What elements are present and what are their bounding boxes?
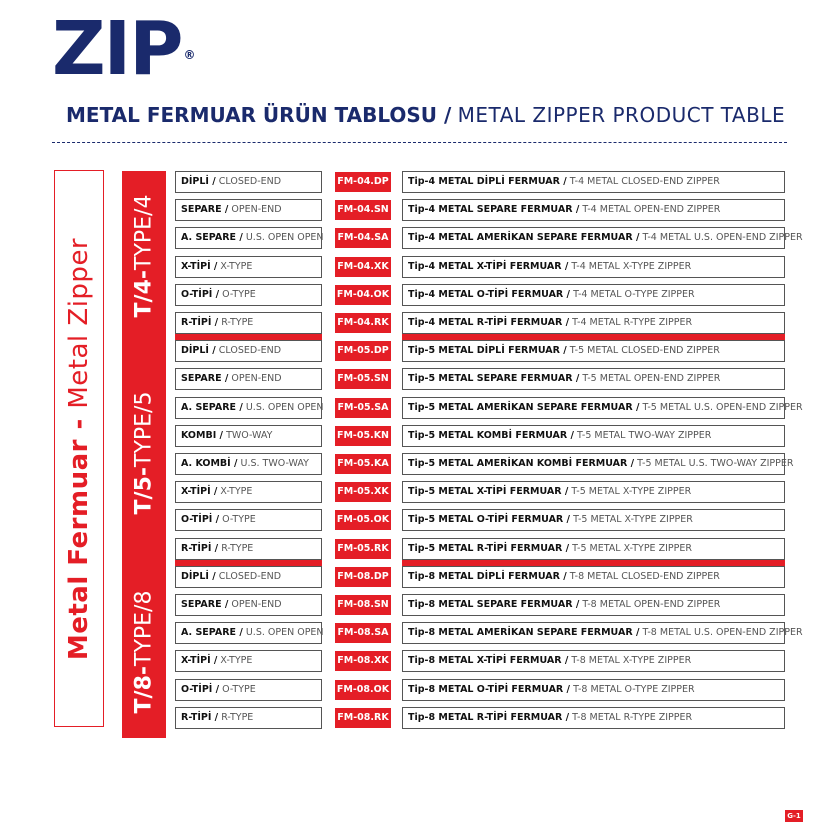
side-label-bold: Metal Fermuar - [64,408,94,660]
type-light: R-TYPE [221,317,254,328]
type-cell [175,340,322,362]
type-bold: X-TİPİ / [181,261,218,272]
type-cell [175,679,322,701]
product-code: FM-05.KA [335,454,391,474]
description-cell [402,227,803,249]
description-cell [402,425,785,447]
type-light: TWO-WAY [226,430,273,441]
description-bold: Tip-4 METAL O-TİPİ FERMUAR / [408,289,571,300]
description-bold: Tip-5 METAL X-TİPİ FERMUAR / [408,486,569,497]
description-light: T-5 METAL TWO-WAY ZIPPER [577,430,712,441]
product-code: FM-08.RK [335,708,391,728]
type-bold: SEPARE / [181,373,229,384]
description-light: T-4 METAL X-TYPE ZIPPER [571,261,692,272]
type-cell [175,481,322,503]
group-label-bold: T/8- [131,665,157,714]
type-light: R-TYPE [221,712,254,723]
description-cell [402,509,785,531]
type-bold: SEPARE / [181,204,229,215]
type-cell [175,707,322,729]
description-light: T-5 METAL U.S. TWO-WAY ZIPPER [637,458,794,469]
product-code: FM-05.SA [335,398,391,418]
description-light: T-8 METAL R-TYPE ZIPPER [572,712,693,723]
description-light: T-4 METAL OPEN-END ZIPPER [582,204,721,215]
type-cell [175,397,322,419]
description-light: T-8 METAL U.S. OPEN-END ZIPPER [642,627,803,638]
type-bold: DİPLİ / [181,176,216,187]
description-light: T-8 METAL OPEN-END ZIPPER [582,599,721,610]
type-cell [175,284,322,306]
type-bold: R-TİPİ / [181,712,219,723]
side-label-light: Metal Zipper [64,237,94,409]
description-cell [402,566,785,588]
type-bold: R-TİPİ / [181,317,219,328]
description-cell [402,199,785,221]
type-bold: SEPARE / [181,599,229,610]
description-bold: Tip-8 METAL O-TİPİ FERMUAR / [408,684,571,695]
type-group-text [132,392,157,515]
title-light: METAL ZIPPER PRODUCT TABLE [457,103,786,127]
type-bold: O-TİPİ / [181,684,220,695]
type-cell [175,425,322,447]
description-bold: Tip-4 METAL AMERİKAN SEPARE FERMUAR / [408,232,640,243]
registered-mark: ® [183,48,196,62]
type-group-label [122,566,166,738]
description-bold: Tip-4 METAL DİPLİ FERMUAR / [408,176,567,187]
type-light: X-TYPE [220,486,253,497]
type-light: CLOSED-END [218,176,282,187]
page-title [66,100,796,130]
product-code: FM-08.DP [335,567,391,587]
type-cell [175,538,322,560]
group-label-light: TYPE/4 [131,194,157,270]
product-code: FM-04.DP [335,172,391,192]
type-cell [175,509,322,531]
description-bold: Tip-5 METAL AMERİKAN SEPARE FERMUAR / [408,402,640,413]
group-label-bold: T/4- [131,269,157,318]
page-badge: G-1 [785,810,803,822]
logo-text: ZIP [52,6,182,92]
type-cell [175,650,322,672]
description-cell [402,256,785,278]
type-cell [175,368,322,390]
product-code: FM-04.SN [335,200,391,220]
type-group-label [122,171,166,341]
group-label-bold: T/5- [131,466,157,515]
side-label [64,237,94,659]
type-light: X-TYPE [220,655,253,666]
type-light: CLOSED-END [218,571,282,582]
type-bold: X-TİPİ / [181,486,218,497]
description-cell [402,453,794,475]
type-bold: A. SEPARE / [181,402,243,413]
description-cell [402,538,785,560]
group-label-light: TYPE/8 [131,590,157,666]
description-cell [402,397,803,419]
description-bold: Tip-5 METAL R-TİPİ FERMUAR / [408,543,570,554]
description-bold: Tip-5 METAL KOMBİ FERMUAR / [408,430,574,441]
description-cell [402,171,785,193]
product-code: FM-08.XK [335,651,391,671]
description-cell [402,340,785,362]
product-code: FM-04.SA [335,228,391,248]
type-bold: X-TİPİ / [181,655,218,666]
type-bold: DİPLİ / [181,571,216,582]
type-cell [175,622,322,644]
description-light: T-4 METAL O-TYPE ZIPPER [573,289,695,300]
product-code: FM-04.RK [335,313,391,333]
type-light: O-TYPE [222,514,256,525]
description-cell [402,284,785,306]
description-cell [402,368,785,390]
type-group-text [132,195,157,318]
description-light: T-5 METAL X-TYPE ZIPPER [571,486,692,497]
description-light: T-4 METAL CLOSED-END ZIPPER [569,176,720,187]
zip-logo [52,6,196,92]
type-light: U.S. TWO-WAY [240,458,309,469]
description-bold: Tip-5 METAL SEPARE FERMUAR / [408,373,580,384]
description-bold: Tip-5 METAL O-TİPİ FERMUAR / [408,514,571,525]
description-light: T-8 METAL O-TYPE ZIPPER [573,684,695,695]
description-bold: Tip-8 METAL X-TİPİ FERMUAR / [408,655,569,666]
type-light: O-TYPE [222,684,256,695]
description-light: T-5 METAL CLOSED-END ZIPPER [569,345,720,356]
description-bold: Tip-8 METAL DİPLİ FERMUAR / [408,571,567,582]
description-light: T-8 METAL X-TYPE ZIPPER [571,655,692,666]
group-label-light: TYPE/5 [131,391,157,467]
description-light: T-8 METAL CLOSED-END ZIPPER [569,571,720,582]
description-light: T-4 METAL U.S. OPEN-END ZIPPER [642,232,803,243]
description-bold: Tip-5 METAL AMERİKAN KOMBİ FERMUAR / [408,458,635,469]
description-cell [402,679,785,701]
type-bold: KOMBI / [181,430,224,441]
description-light: T-5 METAL OPEN-END ZIPPER [582,373,721,384]
product-code: FM-08.SN [335,595,391,615]
title-divider [52,142,787,143]
type-bold: A. KOMBİ / [181,458,238,469]
type-light: R-TYPE [221,543,254,554]
description-light: T-4 METAL R-TYPE ZIPPER [572,317,693,328]
type-bold: O-TİPİ / [181,289,220,300]
product-code: FM-05.SN [335,369,391,389]
type-cell [175,256,322,278]
type-light: U.S. OPEN OPEN [245,402,324,413]
description-bold: Tip-4 METAL SEPARE FERMUAR / [408,204,580,215]
type-light: OPEN-END [231,599,282,610]
description-light: T-5 METAL U.S. OPEN-END ZIPPER [642,402,803,413]
product-code: FM-08.OK [335,680,391,700]
product-code: FM-05.KN [335,426,391,446]
type-light: O-TYPE [222,289,256,300]
description-bold: Tip-4 METAL R-TİPİ FERMUAR / [408,317,570,328]
product-code: FM-08.SA [335,623,391,643]
type-cell [175,594,322,616]
type-cell [175,199,322,221]
product-code: FM-05.DP [335,341,391,361]
description-cell [402,594,785,616]
description-cell [402,312,785,334]
type-light: U.S. OPEN OPEN [245,232,324,243]
title-bold: METAL FERMUAR ÜRÜN TABLOSU / [66,103,452,127]
type-bold: A. SEPARE / [181,232,243,243]
type-cell [175,171,322,193]
type-light: CLOSED-END [218,345,282,356]
type-light: OPEN-END [231,204,282,215]
description-cell [402,650,785,672]
type-cell [175,566,322,588]
type-light: X-TYPE [220,261,253,272]
type-bold: O-TİPİ / [181,514,220,525]
type-light: OPEN-END [231,373,282,384]
product-code: FM-05.OK [335,510,391,530]
type-bold: A. SEPARE / [181,627,243,638]
description-light: T-5 METAL X-TYPE ZIPPER [572,543,692,554]
type-group-text [132,591,157,714]
product-code: FM-05.RK [335,539,391,559]
description-bold: Tip-8 METAL SEPARE FERMUAR / [408,599,580,610]
type-light: U.S. OPEN OPEN [245,627,324,638]
type-bold: DİPLİ / [181,345,216,356]
product-code: FM-05.XK [335,482,391,502]
description-cell [402,481,785,503]
product-code: FM-04.XK [335,257,391,277]
type-bold: R-TİPİ / [181,543,219,554]
side-label-box [54,170,104,727]
description-bold: Tip-4 METAL X-TİPİ FERMUAR / [408,261,569,272]
type-group-label [122,340,166,566]
description-light: T-5 METAL X-TYPE ZIPPER [573,514,693,525]
product-code: FM-04.OK [335,285,391,305]
description-bold: Tip-8 METAL R-TİPİ FERMUAR / [408,712,570,723]
type-cell [175,227,322,249]
description-bold: Tip-8 METAL AMERİKAN SEPARE FERMUAR / [408,627,640,638]
type-cell [175,312,322,334]
description-cell [402,707,785,729]
description-bold: Tip-5 METAL DİPLİ FERMUAR / [408,345,567,356]
description-cell [402,622,803,644]
type-cell [175,453,322,475]
